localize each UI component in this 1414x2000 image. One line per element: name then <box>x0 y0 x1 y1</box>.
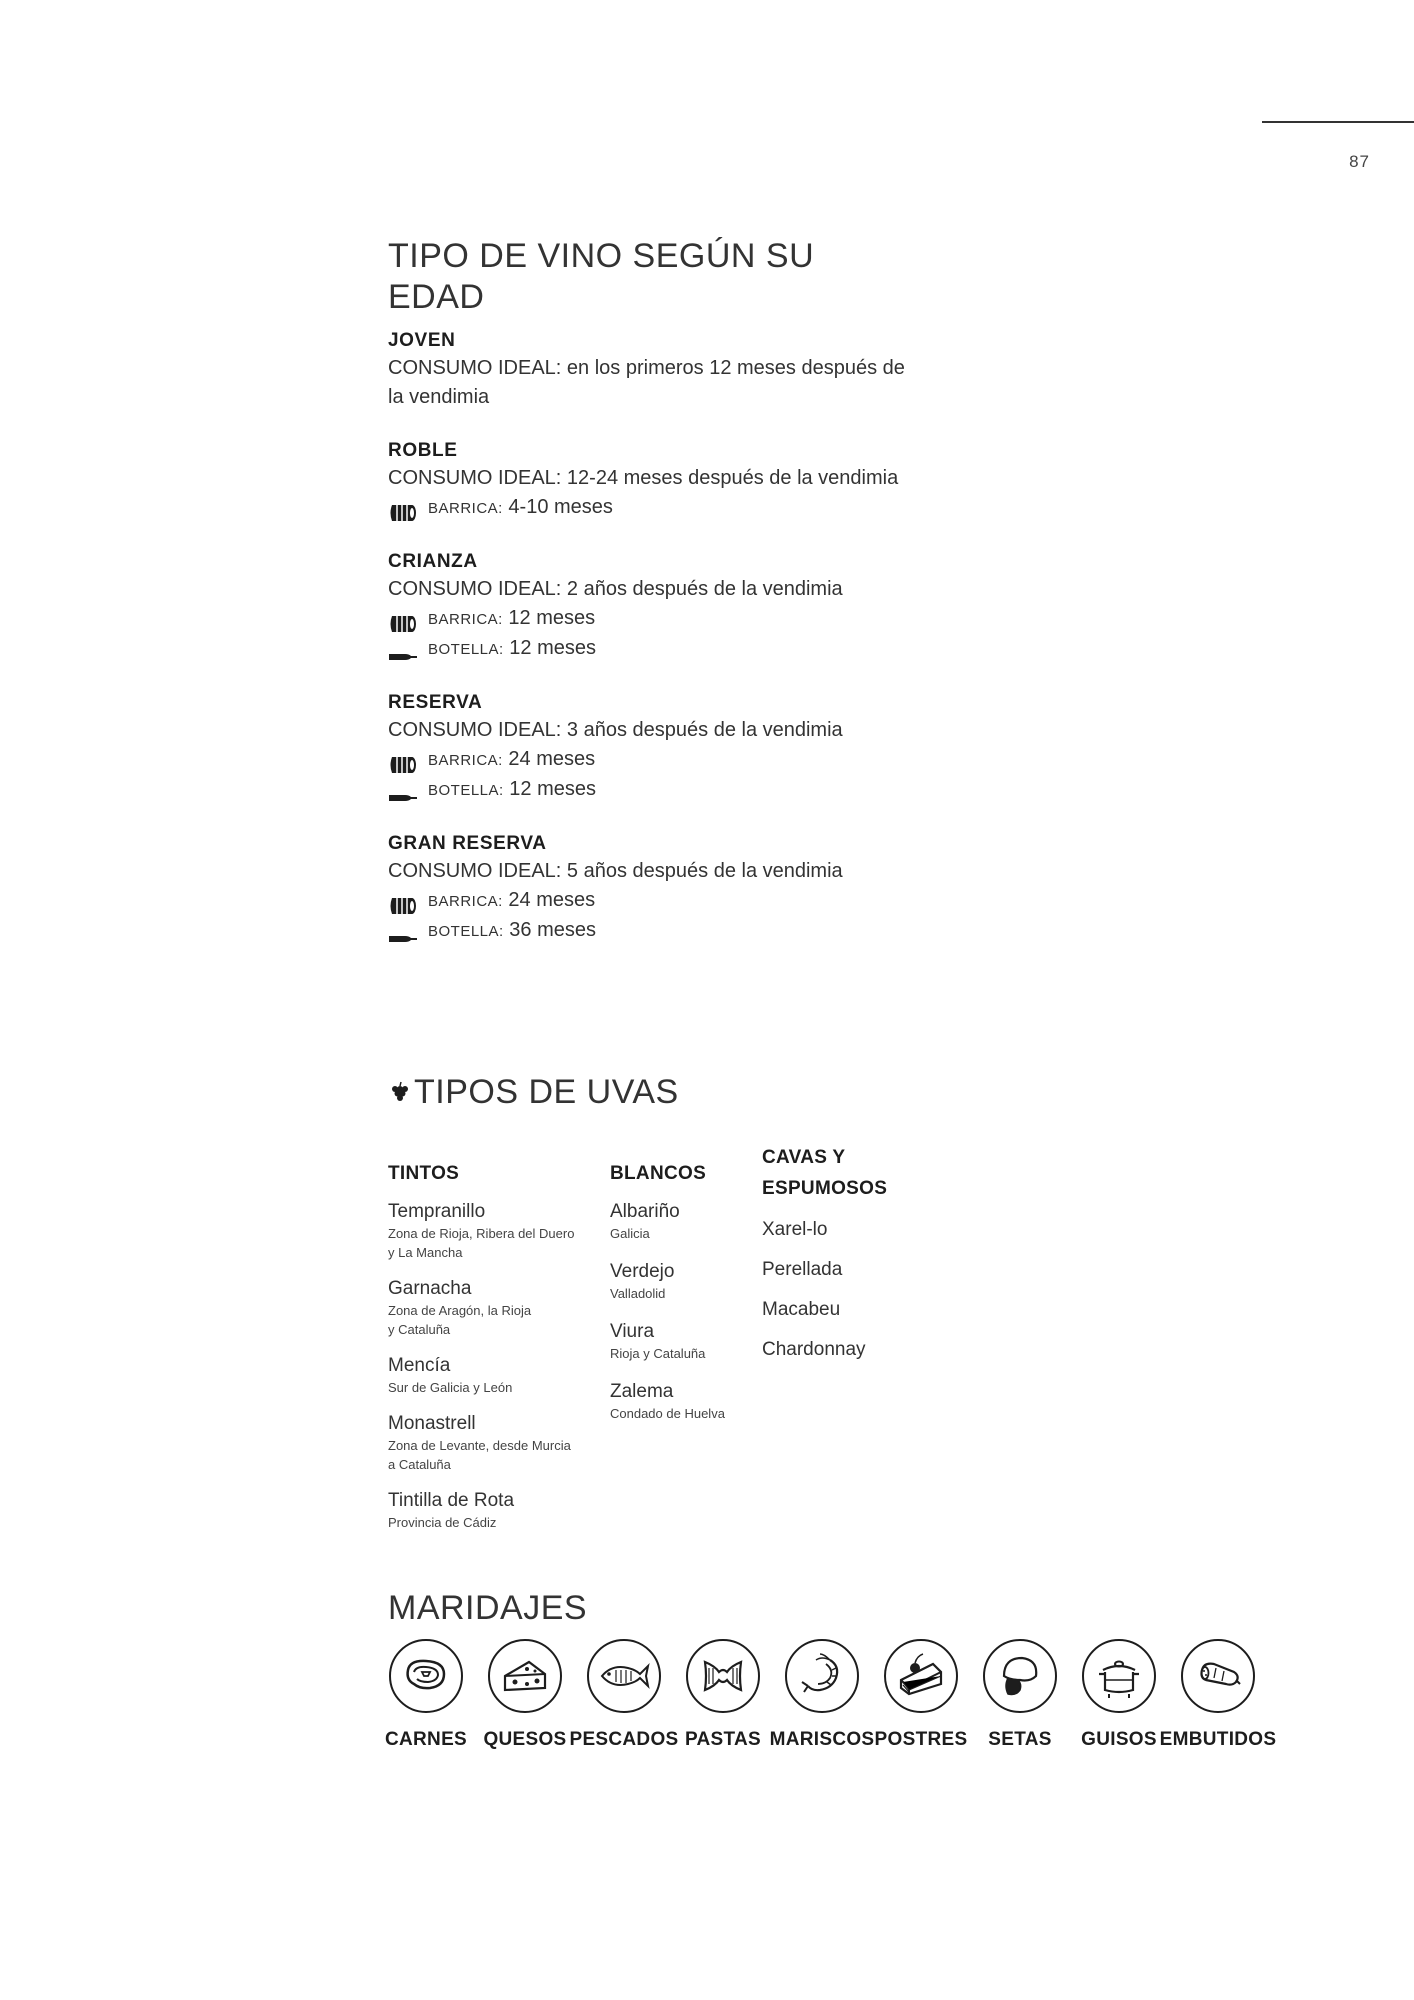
grape-name: Verdejo <box>610 1261 675 1282</box>
wine-age-section <box>388 236 908 946</box>
wine-type-name: ROBLE <box>388 439 458 461</box>
pairing-label: EMBUTIDOS <box>1159 1728 1277 1750</box>
pairings-section <box>384 1588 1288 1779</box>
wine-age-title: TIPO DE VINO SEGÚN SU EDAD <box>388 237 815 316</box>
aging-row-botella <box>388 775 908 805</box>
aging-label: BARRICA: <box>428 499 503 517</box>
pairing-label: SETAS <box>988 1728 1052 1750</box>
wine-type-name: CRIANZA <box>388 550 478 572</box>
wine-type-roble <box>388 438 908 523</box>
aging-row-botella <box>388 916 908 946</box>
fish-icon <box>598 1650 650 1702</box>
barrel-icon <box>388 502 418 524</box>
barrel-icon <box>388 613 418 635</box>
aging-label: BARRICA: <box>428 892 503 910</box>
wine-type-gran-reserva <box>388 831 908 946</box>
aging-row-barrica <box>388 493 908 523</box>
wine-type-name: RESERVA <box>388 691 483 713</box>
grape-region: a Cataluña <box>388 1457 451 1472</box>
grape-name: Viura <box>610 1321 655 1342</box>
aging-row-barrica <box>388 604 908 634</box>
bottle-icon <box>388 791 418 805</box>
grape-region: Provincia de Cádiz <box>388 1515 497 1530</box>
pairing-embutidos <box>1158 1639 1278 1751</box>
aging-row-botella <box>388 634 908 664</box>
grape-region: Zona de Rioja, Ribera del Duero <box>388 1226 575 1241</box>
aging-value: 36 meses <box>509 918 596 941</box>
grape-name: Perellada <box>762 1259 843 1280</box>
pairing-label: PESCADOS <box>569 1728 679 1750</box>
grape-item <box>610 1259 750 1303</box>
grape-column-cavas <box>762 1142 922 1370</box>
aging-value: 4-10 meses <box>508 495 613 518</box>
grape-name: Garnacha <box>388 1278 472 1299</box>
aging-label: BARRICA: <box>428 751 503 769</box>
pairing-label: PASTAS <box>684 1728 762 1750</box>
grape-region: y Cataluña <box>388 1322 451 1337</box>
cheese-icon <box>499 1650 551 1702</box>
wine-type-consumo: CONSUMO IDEAL: 3 años después de la vendimia <box>388 718 843 741</box>
grape-name: Tintilla de Rota <box>388 1490 515 1511</box>
grape-region: Sur de Galicia y León <box>388 1380 513 1395</box>
grape-name: Macabeu <box>762 1299 841 1320</box>
grape-item <box>610 1319 750 1363</box>
pairing-label: MARISCOS <box>769 1728 875 1750</box>
steak-icon <box>400 1650 452 1702</box>
wine-type-consumo: CONSUMO IDEAL: 2 años después de la vendimia <box>388 577 843 600</box>
grape-item <box>388 1199 598 1262</box>
wine-type-name: GRAN RESERVA <box>388 832 547 854</box>
pairings-title: MARIDAJES <box>388 1589 588 1627</box>
pairing-icons <box>384 1639 1288 1779</box>
header-rule <box>1262 121 1414 123</box>
barrel-icon <box>388 754 418 776</box>
aging-row-barrica <box>388 886 908 916</box>
grape-name: Albariño <box>610 1201 680 1222</box>
page-number: 87 <box>1349 152 1370 171</box>
wine-type-consumo: CONSUMO IDEAL: 5 años después de la vendimia <box>388 859 843 882</box>
column-heading: CAVAS Y <box>762 1147 846 1168</box>
grape-name: Tempranillo <box>388 1201 486 1222</box>
aging-row-barrica <box>388 745 908 775</box>
grape-item <box>388 1353 598 1397</box>
barrel-icon <box>388 895 418 917</box>
grapes-icon <box>388 1081 410 1103</box>
shrimp-icon <box>796 1650 848 1702</box>
aging-value: 12 meses <box>509 636 596 659</box>
aging-label: BOTELLA: <box>428 781 504 799</box>
cava-list <box>762 1210 922 1370</box>
wine-type-name: JOVEN <box>388 329 456 351</box>
aging-value: 24 meses <box>508 888 596 911</box>
wine-type-reserva <box>388 690 908 805</box>
wine-type-consumo: CONSUMO IDEAL: en los primeros 12 meses después de la vendimia <box>388 356 905 408</box>
aging-value: 12 meses <box>508 606 596 629</box>
grape-item <box>388 1488 598 1532</box>
grape-title-row <box>388 1072 1148 1113</box>
grape-name: Mencía <box>388 1355 451 1376</box>
pairing-label: QUESOS <box>483 1728 567 1750</box>
column-heading: ESPUMOSOS <box>762 1178 888 1199</box>
grape-region: Galicia <box>610 1226 650 1241</box>
bottle-icon <box>388 932 418 946</box>
wine-type-joven <box>388 328 908 412</box>
grape-name: Monastrell <box>388 1413 476 1434</box>
aging-label: BARRICA: <box>428 610 503 628</box>
pairing-label: POSTRES <box>874 1728 968 1750</box>
aging-value: 24 meses <box>508 747 596 770</box>
grape-column-tintos <box>388 1158 598 1532</box>
cake-icon <box>895 1650 947 1702</box>
aging-label: BOTELLA: <box>428 922 504 940</box>
grape-column-blancos <box>610 1158 750 1423</box>
grape-item <box>610 1379 750 1423</box>
pairing-label: GUISOS <box>1081 1728 1157 1750</box>
grape-item <box>388 1276 598 1339</box>
grape-name: Chardonnay <box>762 1339 866 1360</box>
mushroom-icon <box>994 1650 1046 1702</box>
column-heading: TINTOS <box>388 1163 460 1184</box>
grape-item <box>610 1199 750 1243</box>
wine-type-crianza <box>388 549 908 664</box>
grape-region: Zona de Aragón, la Rioja <box>388 1303 532 1318</box>
grape-region: y La Mancha <box>388 1245 463 1260</box>
column-heading: BLANCOS <box>610 1163 707 1184</box>
grape-region: Rioja y Cataluña <box>610 1346 706 1361</box>
grape-title: TIPOS DE UVAS <box>414 1073 679 1111</box>
grape-region: Condado de Huelva <box>610 1406 725 1421</box>
pairing-label: CARNES <box>384 1728 468 1750</box>
pasta-icon <box>697 1650 749 1702</box>
sausage-icon <box>1192 1650 1244 1702</box>
pot-icon <box>1093 1650 1145 1702</box>
grape-region: Valladolid <box>610 1286 666 1301</box>
wine-type-consumo: CONSUMO IDEAL: 12-24 meses después de la vendimia <box>388 466 899 489</box>
grape-item <box>388 1411 598 1474</box>
aging-label: BOTELLA: <box>428 640 504 658</box>
grape-name: Xarel-lo <box>762 1219 828 1240</box>
aging-value: 12 meses <box>509 777 596 800</box>
grape-name: Zalema <box>610 1381 674 1402</box>
grape-region: Zona de Levante, desde Murcia <box>388 1438 571 1453</box>
grape-section <box>388 1072 1148 1530</box>
bottle-icon <box>388 650 418 664</box>
